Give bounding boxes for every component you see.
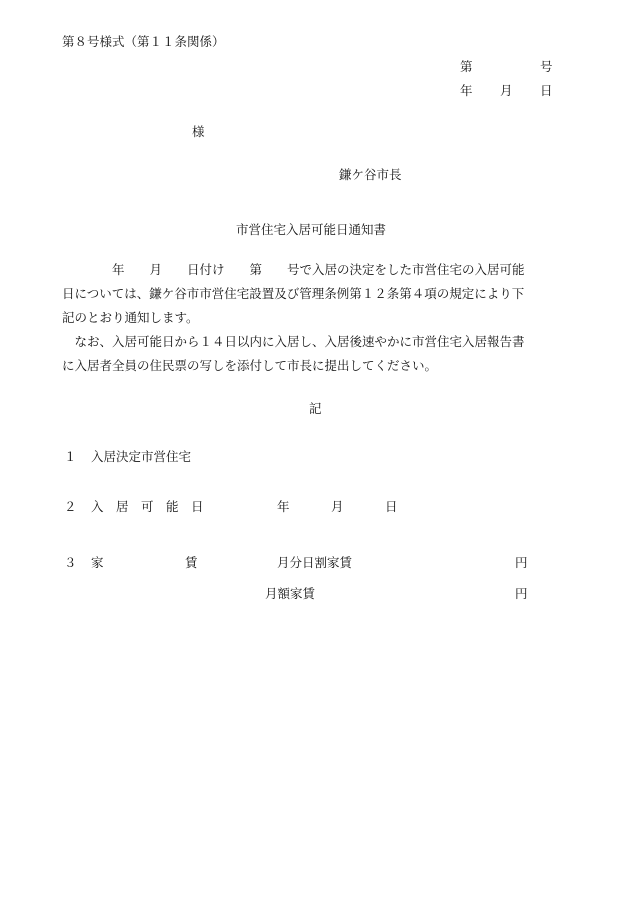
- item2-label: 入 居 可 能 日: [91, 499, 204, 514]
- item3-monthly-rent-label: 月額家賃: [265, 586, 316, 601]
- item3-monthly-rent-unit: 円: [515, 586, 528, 601]
- document-title: 市営住宅入居可能日通知書: [236, 222, 387, 237]
- item1-number: １: [64, 449, 77, 464]
- item3-label-ka: 家: [91, 555, 104, 570]
- item2-number: ２: [64, 499, 77, 514]
- item1-label: 入居決定市営住宅: [91, 449, 192, 464]
- body-para1-line2: 日については、鎌ケ谷市市営住宅設置及び管理条例第１２条第４項の規定により下: [62, 286, 525, 301]
- item3-daily-rent-label: 月分日割家賃: [277, 555, 353, 570]
- date-month-label: 月: [500, 83, 513, 98]
- body-para1-line3: 記のとおり通知します。: [62, 310, 199, 325]
- sender-name: 鎌ケ谷市長: [339, 167, 402, 182]
- recipient-suffix: 様: [192, 124, 205, 139]
- number-label-prefix: 第: [460, 59, 473, 74]
- number-label-suffix: 号: [540, 59, 553, 74]
- item3-label-chin: 賃: [185, 555, 198, 570]
- body-para2-line1: なお、入居可能日から１４日以内に入居し、入居後速やかに市営住宅入居報告書: [62, 334, 525, 349]
- date-day-label: 日: [540, 83, 553, 98]
- item3-number: ３: [64, 555, 77, 570]
- item2-year-label: 年: [277, 499, 290, 514]
- item3-daily-rent-unit: 円: [515, 555, 528, 570]
- ki-heading: 記: [309, 401, 322, 416]
- body-para2-line2: に入居者全員の住民票の写しを添付して市長に提出してください。: [62, 358, 438, 373]
- body-para1-line1: 年 月 日付け 第 号で入居の決定をした市営住宅の入居可能: [62, 262, 525, 277]
- item2-day-label: 日: [385, 499, 398, 514]
- form-number: 第８号様式（第１１条関係）: [62, 34, 225, 49]
- item2-month-label: 月: [331, 499, 344, 514]
- date-year-label: 年: [460, 83, 473, 98]
